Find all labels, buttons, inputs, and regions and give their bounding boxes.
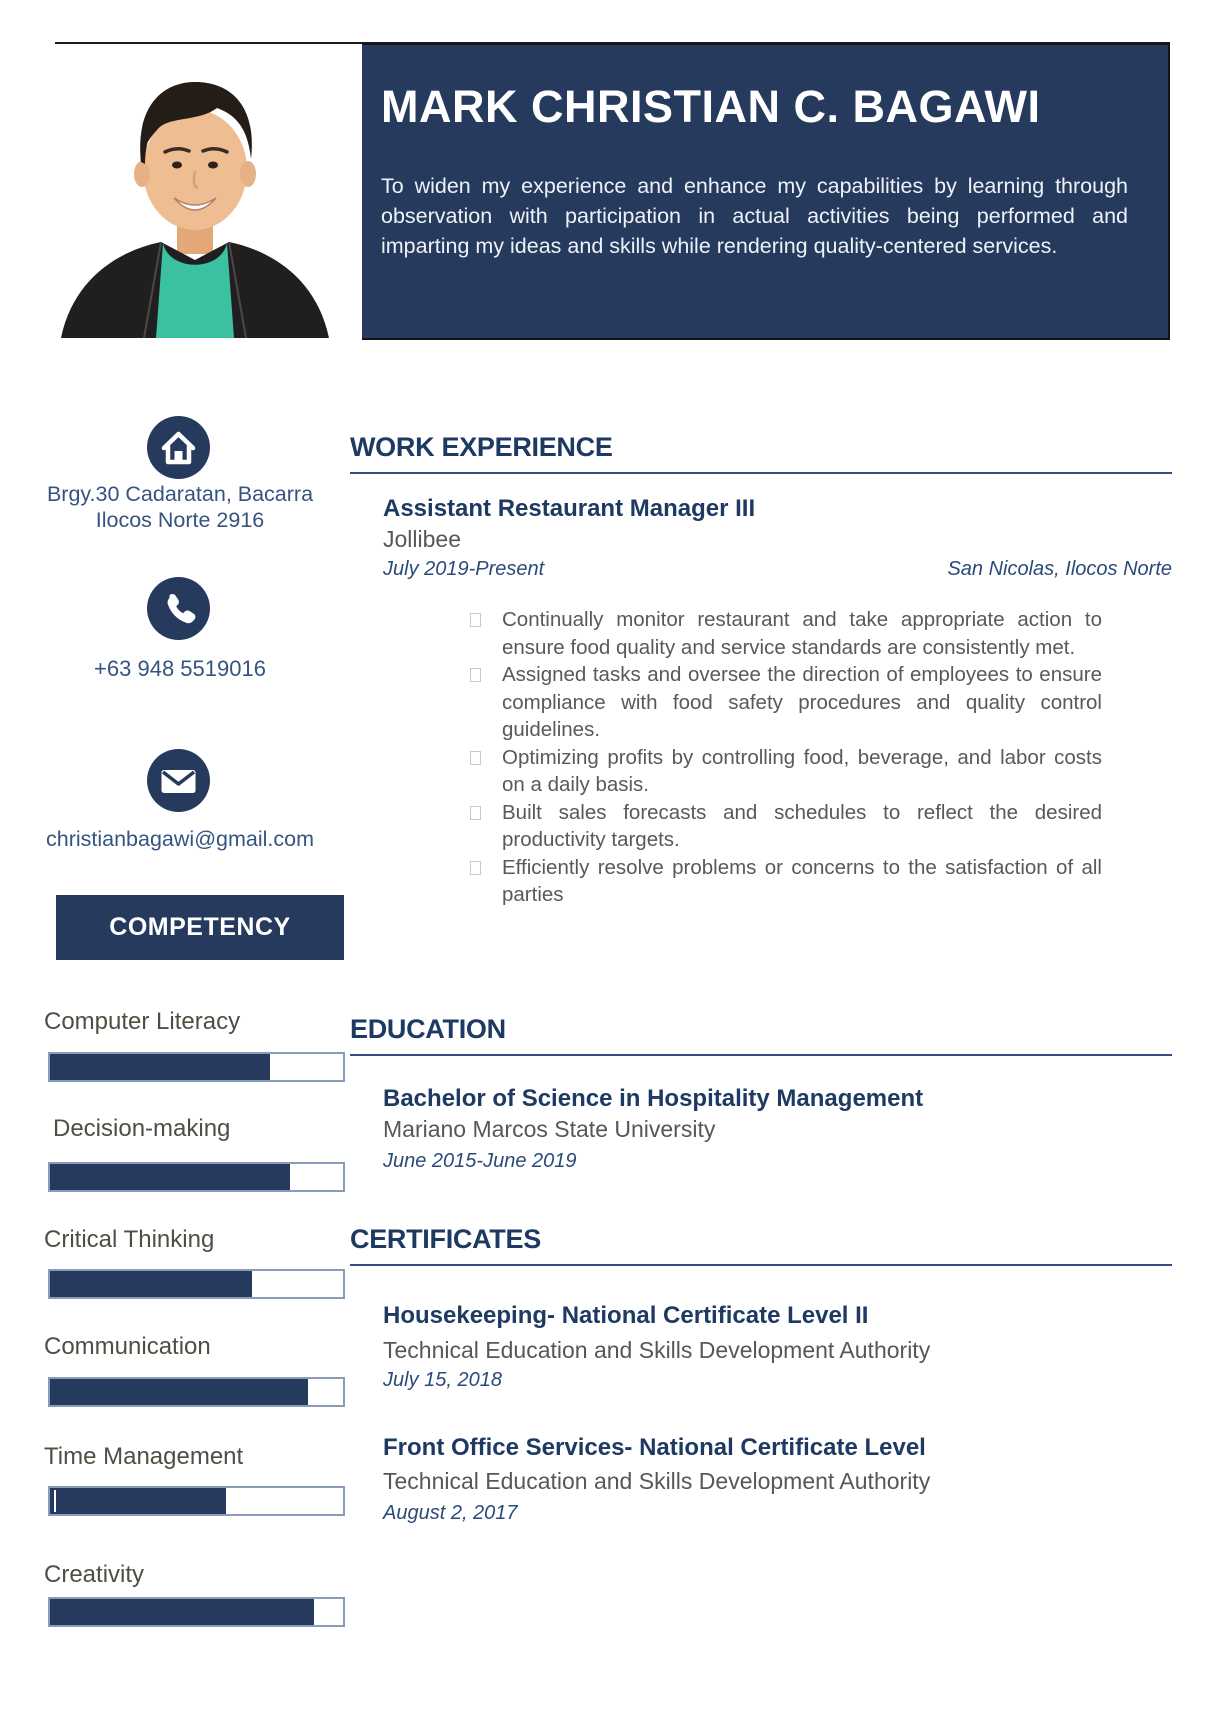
address-line-1: Brgy.30 Cadaratan, Bacarra <box>46 482 314 506</box>
email-icon <box>147 749 210 812</box>
header-banner <box>362 43 1170 340</box>
job-duty-item <box>470 661 1102 744</box>
job-duty-item <box>470 744 1102 799</box>
certificate-title: Housekeeping- National Certificate Level II <box>383 1302 869 1329</box>
certificate-issuer: Technical Education and Skills Development Authority <box>383 1337 931 1363</box>
job-company: Jollibee <box>383 526 461 552</box>
job-duty-item <box>470 606 1102 661</box>
skill-bar <box>48 1269 345 1299</box>
job-duty-list <box>470 606 1102 909</box>
skill-label: Creativity <box>44 1561 145 1588</box>
email-address: christianbagawi@gmail.com <box>46 827 314 851</box>
job-title: Assistant Restaurant Manager III <box>383 495 756 522</box>
job-duty-item <box>470 799 1102 854</box>
skill-label: Communication <box>44 1333 211 1360</box>
profile-photo <box>47 44 344 338</box>
certificate-title: Front Office Services- National Certificate Level <box>383 1434 926 1461</box>
bullet-square-icon <box>470 806 481 820</box>
career-objective: To widen my experience and enhance my capabilities by learning through observation with participation in actual activities being performed and imparting my ideas and skills while rendering quality-centered services. <box>381 174 1128 258</box>
degree-title: Bachelor of Science in Hospitality Management <box>383 1085 924 1112</box>
address-text <box>20 481 340 533</box>
candidate-name: MARK CHRISTIAN C. BAGAWI <box>381 81 1041 132</box>
certificate-date: August 2, 2017 <box>383 1502 518 1524</box>
address-line-2: Ilocos Norte 2916 <box>95 508 265 532</box>
job-duty-text: Optimizing profits by controlling food, beverage, and labor costs on a daily basis. <box>502 745 1102 796</box>
job-duty-item <box>470 854 1102 909</box>
school-name: Mariano Marcos State University <box>383 1116 716 1142</box>
skill-bar-fill <box>50 1271 252 1297</box>
job-duty-text: Continually monitor restaurant and take appropriate action to ensure food quality and service standards are consistently met. <box>502 608 1102 659</box>
competency-section-title: COMPETENCY <box>56 895 344 960</box>
skill-label: Computer Literacy <box>44 1008 241 1035</box>
skill-label: Time Management <box>44 1443 244 1470</box>
profile-photo-illustration <box>47 44 344 338</box>
skill-bar <box>48 1597 345 1627</box>
bullet-square-icon <box>470 861 481 875</box>
skill-bar <box>48 1377 345 1407</box>
job-location: San Nicolas, Ilocos Norte <box>947 558 1172 580</box>
work-experience-heading: WORK EXPERIENCE <box>350 432 1172 474</box>
certificate-issuer: Technical Education and Skills Development Authority <box>383 1468 931 1494</box>
phone-icon <box>147 577 210 640</box>
skill-bar-fill <box>50 1379 308 1405</box>
skill-bar <box>48 1052 345 1082</box>
job-dates: July 2019-Present <box>383 558 545 580</box>
skill-bar-fill <box>50 1599 314 1625</box>
skill-label: Critical Thinking <box>44 1226 215 1253</box>
education-dates: June 2015-June 2019 <box>383 1150 577 1172</box>
job-duty-text: Assigned tasks and oversee the direction of employees to ensure compliance with food safety procedures and quality control guidelines. <box>502 663 1102 741</box>
certificate-date: July 15, 2018 <box>383 1369 502 1391</box>
job-duty-text: Efficiently resolve problems or concerns to the satisfaction of all parties <box>502 855 1102 906</box>
skill-bar-fill <box>50 1054 270 1080</box>
bullet-square-icon <box>470 613 481 627</box>
phone-number: +63 948 5519016 <box>94 656 266 681</box>
bullet-square-icon <box>470 751 481 765</box>
skill-bar-fill <box>50 1488 226 1514</box>
skill-bar-fill <box>50 1164 290 1190</box>
skill-bar <box>48 1162 345 1192</box>
skill-label: Decision-making <box>53 1115 231 1142</box>
job-date-location-row <box>383 558 1172 581</box>
bullet-square-icon <box>470 668 481 682</box>
skill-bar <box>48 1486 345 1516</box>
home-icon <box>147 416 210 479</box>
certificates-heading: CERTIFICATES <box>350 1224 1172 1266</box>
job-duty-text: Built sales forecasts and schedules to reflect the desired productivity targets. <box>502 800 1102 851</box>
education-heading: EDUCATION <box>350 1014 1172 1056</box>
